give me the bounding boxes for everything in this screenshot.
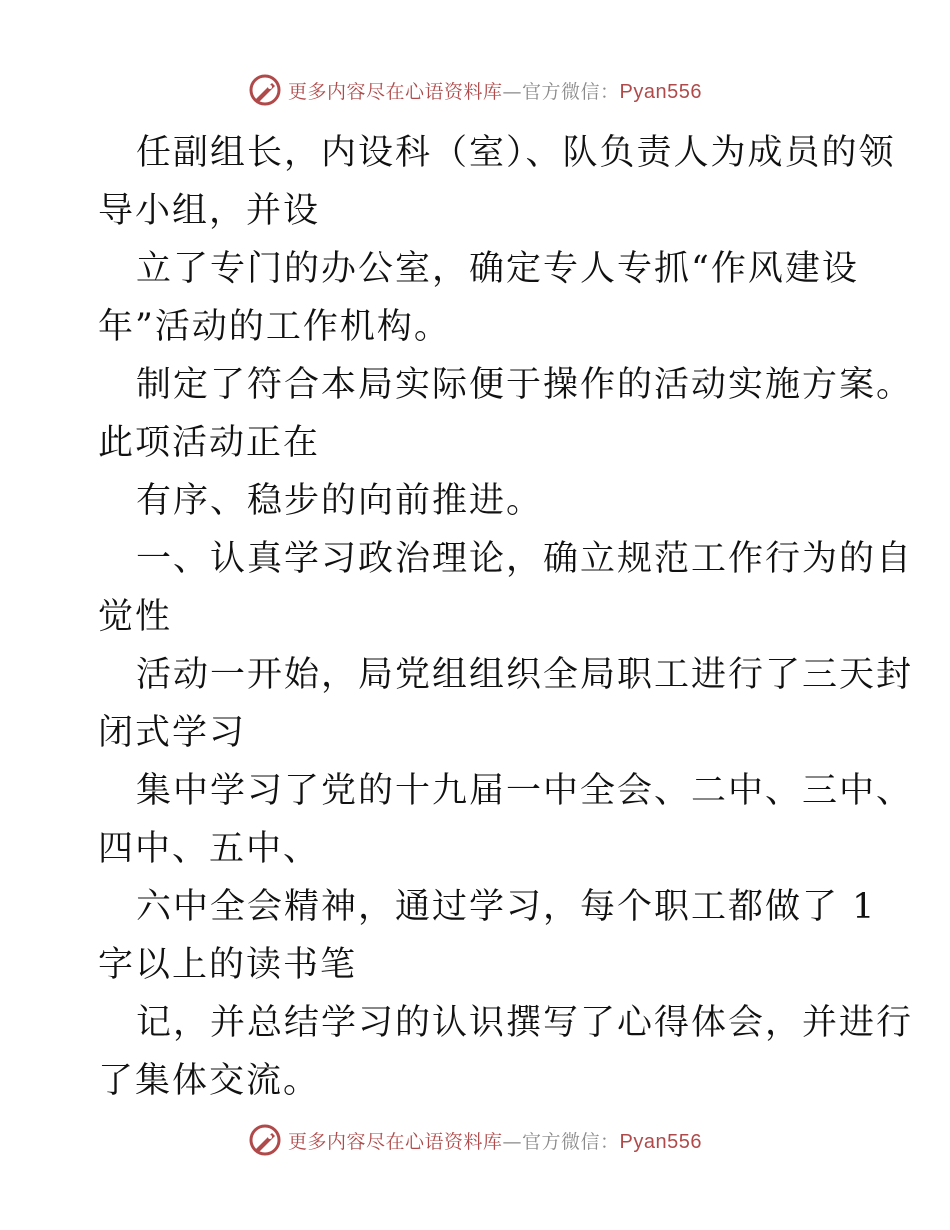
pen-nib-circle-icon (248, 1123, 282, 1157)
text-line: 记，并总结学习的认识撰写了心得体会，并进行 (136, 1003, 914, 1043)
text-line: 导小组，并设 (98, 191, 321, 231)
text-line: 觉性 (98, 597, 173, 637)
text-line: 年”活动的工作机构。 (98, 307, 451, 347)
text-line: 活动一开始，局党组组织全局职工进行了三天封 (136, 655, 914, 695)
text-line: 制定了符合本局实际便于操作的活动实施方案。 (136, 365, 914, 405)
text-line: 立了专门的办公室，确定专人专抓“作风建设 (136, 249, 859, 289)
text-line: 闭式学习 (98, 713, 247, 753)
text-line: 四中、五中、 (98, 829, 321, 869)
header-watermark (0, 70, 950, 110)
text-line: 任副组长，内设科（室）、队负责人为成员的领 (136, 133, 896, 173)
header-wechat-label: 官方微信： (522, 80, 620, 103)
text-line: 此项活动正在 (98, 423, 321, 463)
footer-brand-text: 更多内容尽在心语资料库 (288, 1130, 503, 1153)
text-line: 六中全会精神，通过学习，每个职工都做了 1 (136, 887, 877, 927)
header-brand-text: 更多内容尽在心语资料库 (288, 80, 503, 103)
text-line: 集中学习了党的十九届一中全会、二中、三中、 (136, 771, 914, 811)
text-line: 有序、稳步的向前推进。 (136, 481, 544, 521)
header-watermark-text (288, 77, 702, 104)
footer-wechat-id: Pyan556 (619, 1130, 702, 1153)
text-line: 了集体交流。 (98, 1061, 321, 1101)
text-line: 字以上的读书笔 (98, 945, 358, 985)
text-line: 一、认真学习政治理论，确立规范工作行为的自 (136, 539, 914, 579)
footer-separator: — (502, 1130, 523, 1153)
footer-wechat-label: 官方微信： (522, 1130, 620, 1153)
header-wechat-id: Pyan556 (619, 80, 702, 103)
pen-nib-circle-icon (248, 73, 282, 107)
footer-watermark-text (288, 1127, 702, 1154)
footer-watermark (0, 1120, 950, 1160)
document-body (98, 124, 914, 1110)
header-separator: — (502, 80, 523, 103)
